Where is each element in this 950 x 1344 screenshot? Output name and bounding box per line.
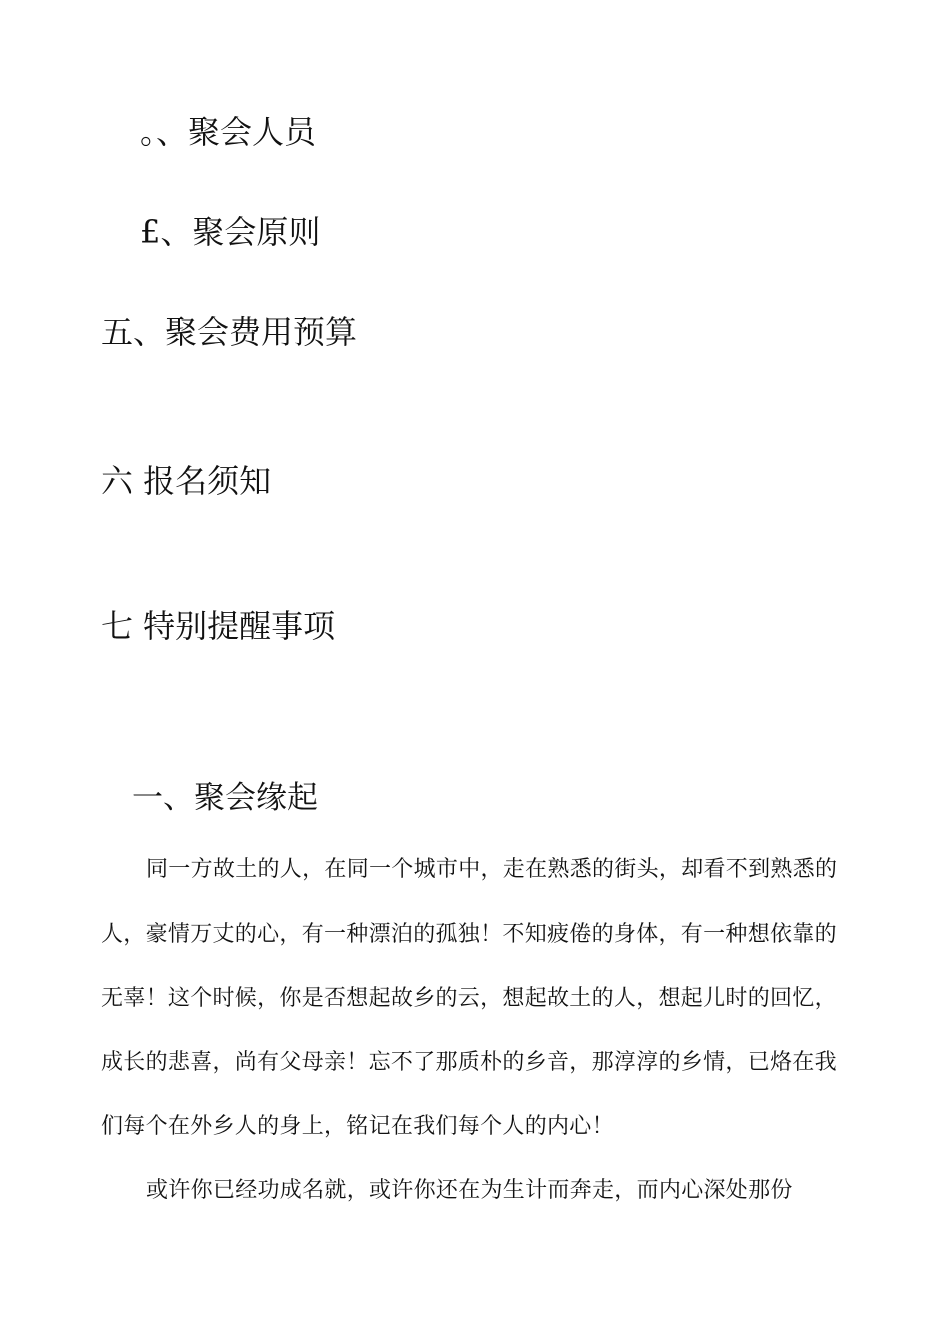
- paragraph-line: 们每个在外乡人的身上，铭记在我们每个人的内心！: [101, 1114, 614, 1139]
- toc-item-reminders: 七 特别提醒事项: [101, 607, 336, 645]
- section-heading: 一、聚会缘起: [132, 780, 318, 816]
- paragraph-line: 无辜！这个时候，你是否想起故乡的云，想起故土的人，想起儿时的回忆，: [101, 986, 837, 1011]
- paragraph-line: 成长的悲喜，尚有父母亲！忘不了那质朴的乡音，那淳淳的乡情，已烙在我: [101, 1050, 837, 1075]
- toc-item-budget: 五、聚会费用预算: [101, 313, 358, 351]
- paragraph-line: 同一方故土的人，在同一个城市中，走在熟悉的街头，却看不到熟悉的: [146, 857, 838, 882]
- toc-item-registration: 六 报名须知: [101, 462, 272, 500]
- toc-item-principles: £、聚会原则: [140, 213, 321, 251]
- paragraph-line: 人，豪情万丈的心，有一种漂泊的孤独！不知疲倦的身体，有一种想依靠的: [101, 922, 837, 947]
- toc-item-members: 。、聚会人员: [140, 113, 317, 151]
- paragraph-line: 或许你已经功成名就，或许你还在为生计而奔走，而内心深处那份: [146, 1178, 793, 1203]
